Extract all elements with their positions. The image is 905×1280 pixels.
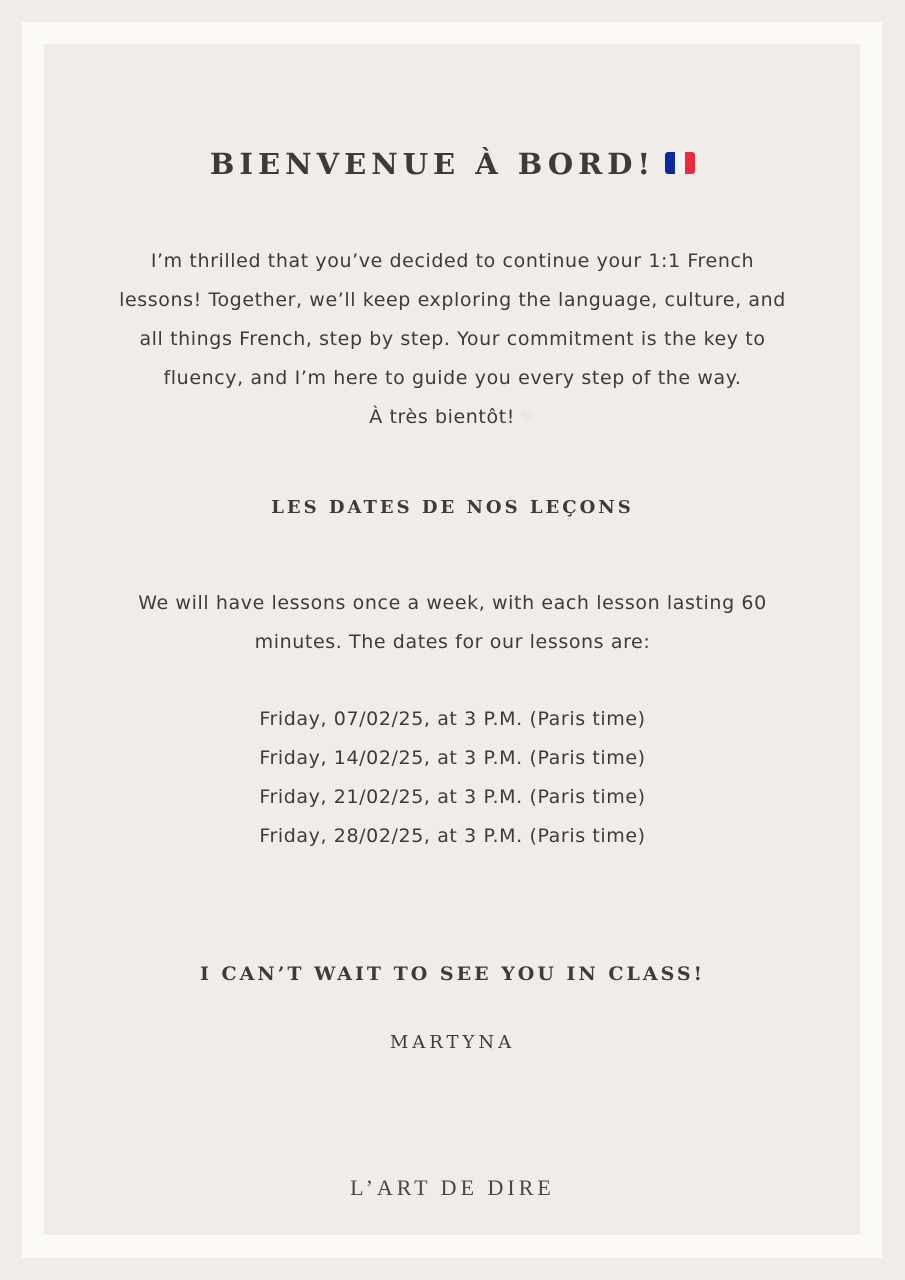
lesson-date-item: Friday, 21/02/25, at 3 P.M. (Paris time) <box>259 786 646 808</box>
schedule-intro-line: minutes. The dates for our lessons are: <box>254 631 651 653</box>
lesson-date-item: Friday, 28/02/25, at 3 P.M. (Paris time) <box>259 825 646 847</box>
intro-line: I’m thrilled that you’ve decided to continue your 1:1 French <box>150 250 755 272</box>
intro-paragraph <box>95 242 810 437</box>
signoff-text: À très bientôt! <box>369 406 515 428</box>
intro-line: lessons! Together, we’ll keep exploring the language, culture, and <box>119 289 786 311</box>
brand-name: L’ART DE DIRE <box>350 1175 555 1200</box>
intro-line: all things French, step by step. Your commitment is the key to <box>139 328 766 350</box>
intro-line: fluency, and I’m here to guide you every step of the way. <box>163 367 742 389</box>
signature: MARTYNA <box>389 1032 516 1053</box>
lesson-dates-list <box>0 700 905 856</box>
white-heart-icon: ♥ <box>518 407 536 428</box>
closing-heading: I CAN’T WAIT TO SEE YOU IN CLASS! <box>200 963 705 985</box>
welcome-title <box>0 142 905 186</box>
french-flag-icon <box>665 152 695 174</box>
lesson-dates-heading: LES DATES DE NOS LEÇONS <box>271 497 634 518</box>
lesson-date-item: Friday, 14/02/25, at 3 P.M. (Paris time) <box>259 747 646 769</box>
welcome-title-text: BIENVENUE À BORD! <box>209 147 656 181</box>
schedule-intro-line: We will have lessons once a week, with each lesson lasting 60 <box>138 592 767 614</box>
signoff-line <box>95 398 810 437</box>
lesson-date-item: Friday, 07/02/25, at 3 P.M. (Paris time) <box>259 708 646 730</box>
schedule-intro-paragraph <box>95 584 810 662</box>
